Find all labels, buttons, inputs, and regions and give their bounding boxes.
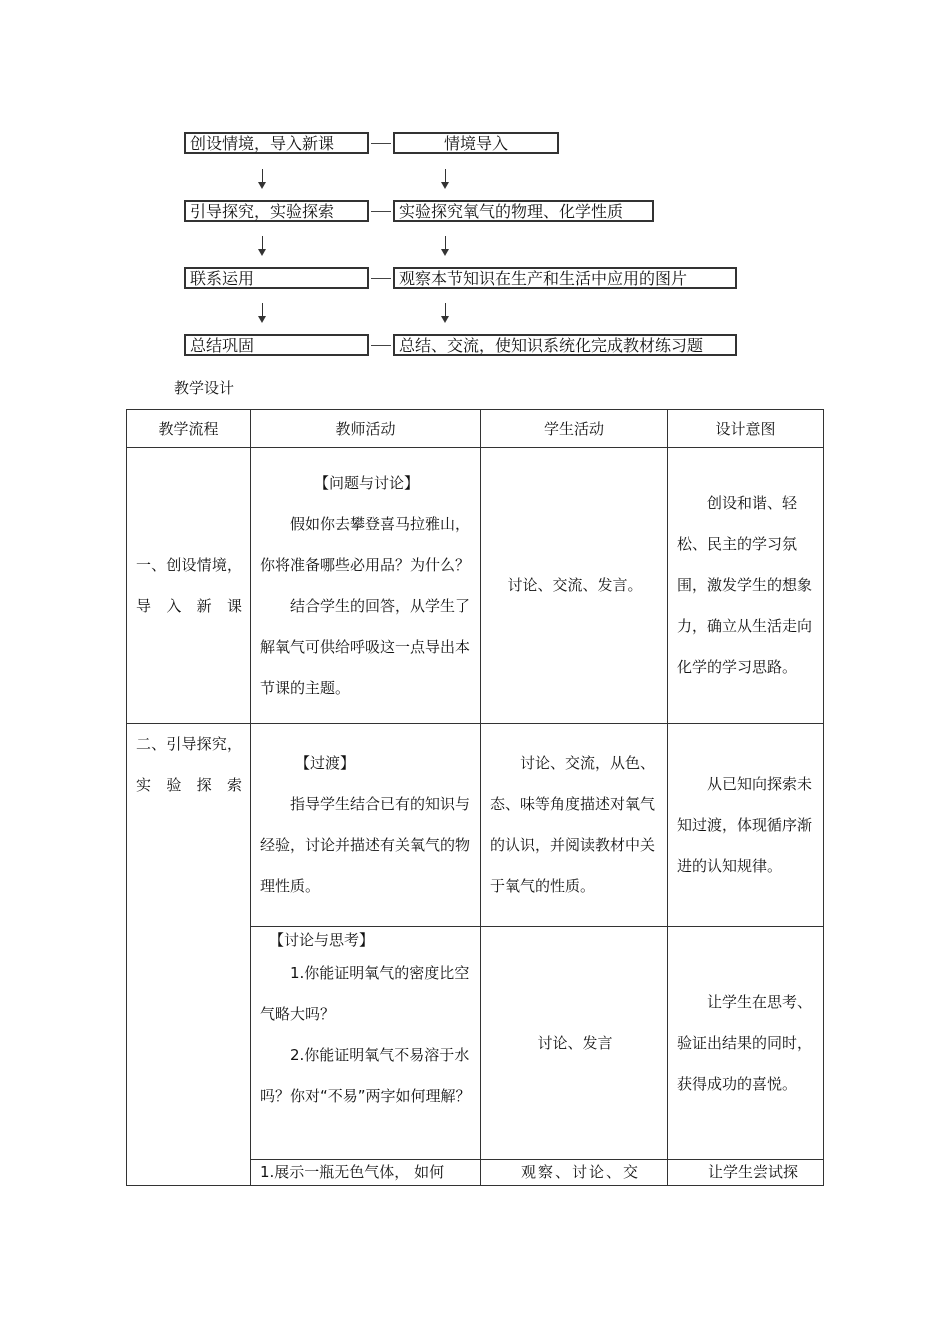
table-row	[127, 724, 824, 927]
flow-connector	[371, 345, 391, 346]
teacher-activity-cell	[251, 1160, 481, 1186]
flow-connector	[371, 278, 391, 279]
student-activity-cell	[481, 724, 668, 927]
student-activity-text: 讨论、交流，从色、态、味等角度描述对氧气的认识，并阅读教材中关于氧气的性质。	[490, 754, 656, 895]
flow-connector	[371, 143, 391, 144]
teacher-activity-title: 【问题与讨论】	[313, 473, 419, 492]
teacher-activity-paragraph: 2.你能证明氧气不易溶于水吗？你对“不易”两字如何理解？	[260, 1046, 471, 1105]
flow-arrow	[445, 236, 446, 254]
design-intent-text: 创设和谐、轻松、民主的学习氛围，激发学生的想象力，确立从生活走向化学的学习思路。	[677, 494, 813, 676]
design-intent-text: 从已知向探索未知过渡，体现循序渐进的认知规律。	[677, 774, 813, 875]
student-activity-text: 讨论、发言	[537, 1033, 613, 1052]
teacher-activity-paragraph: 假如你去攀登喜马拉雅山，你将准备哪些必用品？为什么？	[260, 514, 471, 574]
design-intent-cell	[668, 448, 824, 724]
stage-text: 二、引导探究，实验探索	[136, 735, 242, 794]
teacher-activity-title: 【讨论与思考】	[269, 931, 375, 949]
teacher-activity-title: 【过渡】	[295, 754, 356, 772]
flow-arrow	[445, 303, 446, 321]
column-header: 教师活动	[251, 410, 481, 448]
section-title: 教学设计	[174, 379, 235, 397]
teacher-activity-paragraph: 指导学生结合已有的知识与经验，讨论并描述有关氧气的物理性质。	[260, 795, 471, 895]
flow-step-left-4: 总结巩固	[184, 334, 369, 356]
student-activity-cell	[481, 448, 668, 724]
teacher-activity-cell	[251, 724, 481, 927]
flow-arrow	[445, 169, 446, 187]
flow-step-right-2: 实验探究氧气的物理、化学性质	[393, 200, 654, 222]
flow-step-right-4: 总结、交流，使知识系统化完成教材练习题	[393, 334, 737, 356]
column-header: 设计意图	[668, 410, 824, 448]
stage-cell	[127, 448, 251, 724]
flow-step-left-2: 引导探究，实验探索	[184, 200, 369, 222]
teaching-design-table	[126, 409, 824, 1186]
teacher-activity-paragraph: 1.你能证明氧气的密度比空气略大吗？	[260, 964, 470, 1023]
flow-arrow	[262, 236, 263, 254]
teacher-activity-cell	[251, 927, 481, 1160]
teacher-activity-cell	[251, 448, 481, 724]
flow-step-right-3: 观察本节知识在生产和生活中应用的图片	[393, 267, 737, 289]
design-intent-text: 让学生尝试探	[708, 1163, 799, 1181]
design-intent-cell	[668, 1160, 824, 1186]
stage-text: 一、创设情境，导入新课	[136, 555, 242, 615]
design-intent-text: 让学生在思考、验证出结果的同时，获得成功的喜悦。	[677, 992, 813, 1093]
student-activity-cell	[481, 927, 668, 1160]
flow-arrow	[262, 303, 263, 321]
design-intent-cell	[668, 724, 824, 927]
flow-step-left-1: 创设情境，导入新课	[184, 132, 369, 154]
table-header-row	[127, 410, 824, 448]
column-header: 学生活动	[481, 410, 668, 448]
flow-step-left-3: 联系运用	[184, 267, 369, 289]
stage-cell	[127, 724, 251, 1186]
flow-connector	[371, 211, 391, 212]
teacher-activity-text: 1.展示一瓶无色气体， 如何	[260, 1163, 445, 1181]
teacher-activity-paragraph: 结合学生的回答，从学生了解氧气可供给呼吸这一点导出本节课的主题。	[260, 596, 471, 697]
student-activity-cell	[481, 1160, 668, 1186]
flow-arrow	[262, 169, 263, 187]
design-intent-cell	[668, 927, 824, 1160]
flow-step-right-1: 情境导入	[393, 132, 559, 154]
column-header: 教学流程	[127, 410, 251, 448]
table-row	[127, 448, 824, 724]
student-activity-text: 讨论、交流、发言。	[507, 576, 643, 594]
student-activity-text: 观察、讨论、交	[521, 1163, 641, 1181]
